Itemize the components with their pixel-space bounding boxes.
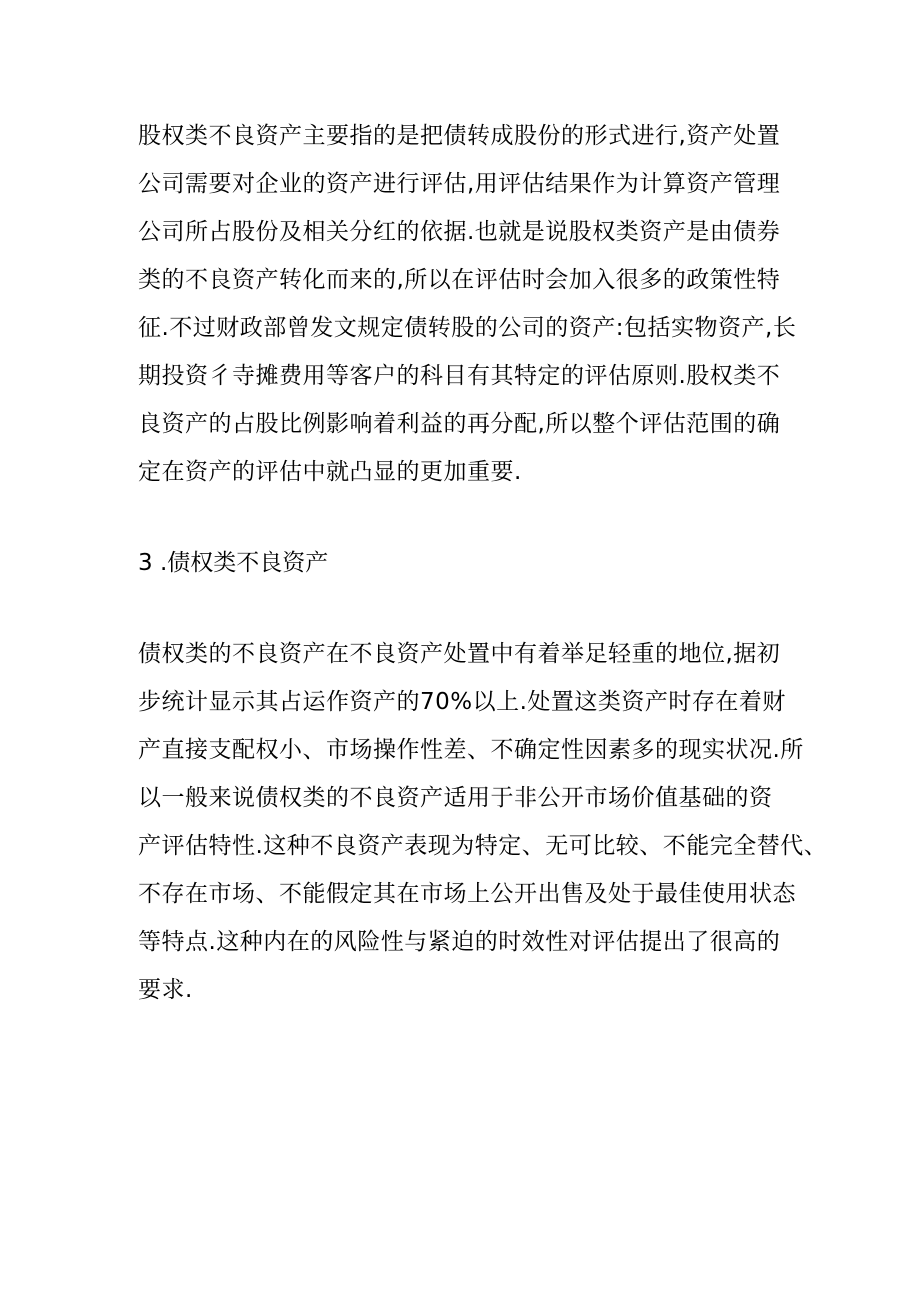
paragraph-line: 要求.: [138, 977, 193, 1003]
paragraph-equity-assets: [138, 112, 797, 496]
paragraph-line: 公司所占股份及相关分红的依据.也就是说股权类资产是由债券: [138, 219, 781, 245]
paragraph-line: 步统计显示其占运作资产的70%以上.处置这类资产时存在着财: [138, 689, 786, 715]
paragraph-line: 期投资彳寺摊费用等客户的科目有其特定的评估原则.股权类不: [138, 363, 781, 389]
paragraph-debt-assets: [138, 630, 828, 1014]
paragraph-line: 公司需要对企业的资产进行评估,用评估结果作为计算资产管理: [138, 171, 781, 197]
section-heading: 3 .债权类不良资产: [138, 550, 329, 576]
paragraph-line: 类的不良资产转化而来的,所以在评估时会加入很多的政策性特: [138, 267, 781, 293]
paragraph-line: 股权类不良资产主要指的是把债转成股份的形式进行,资产处置: [138, 123, 781, 149]
paragraph-line: 产评估特性.这种不良资产表现为特定、无可比较、不能完全替代、: [138, 833, 828, 859]
paragraph-line: 产直接支配权小、市场操作性差、不确定性因素多的现实状况.所: [138, 737, 804, 763]
paragraph-line: 等特点.这种内在的风险性与紧迫的时效性对评估提出了很高的: [138, 929, 781, 955]
paragraph-line: 良资产的占股比例影响着利益的再分配,所以整个评估范围的确: [138, 411, 781, 437]
document-body: [138, 112, 828, 1014]
paragraph-line: 定在资产的评估中就凸显的更加重要.: [138, 459, 522, 485]
paragraph-line: 不存在市场、不能假定其在市场上公开出售及处于最佳使用状态: [138, 881, 796, 907]
paragraph-line: 债权类的不良资产在不良资产处置中有着举足轻重的地位,据初: [138, 641, 781, 667]
paragraph-line: 征.不过财政部曾发文规定债转股的公司的资产:包括实物资产,长: [138, 315, 797, 341]
paragraph-line: 以一般来说债权类的不良资产适用于非公开市场价值基础的资: [138, 785, 773, 811]
